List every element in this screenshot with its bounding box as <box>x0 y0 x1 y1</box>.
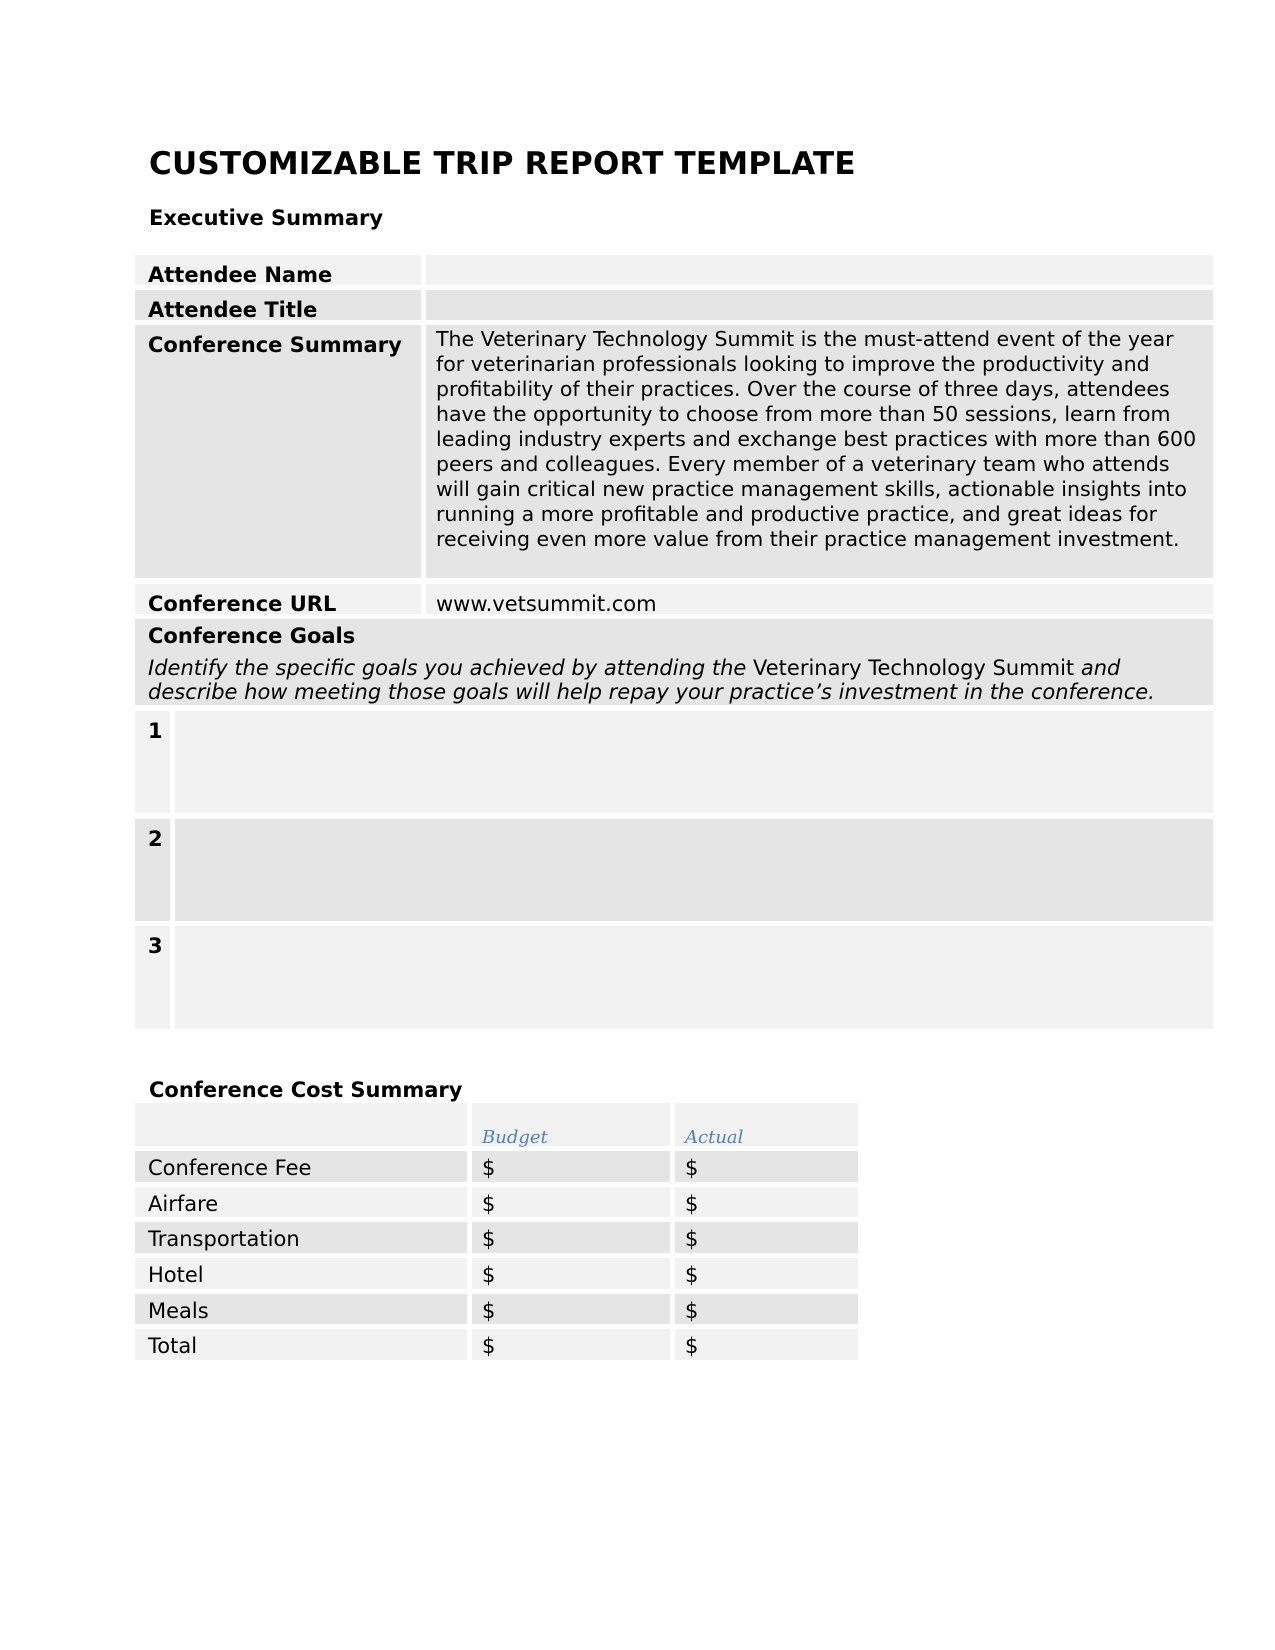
conference-summary-field[interactable]: The Veterinary Technology Summit is the must-attend event of the year for veterinarian professionals looking to improve the productivity and profitability of their practices. Over the course of three days, attendees have the opportunity to choose from more than 50 sessions, learn from leading industry experts and exchange best practices with more than 600 peers and colleagues. Every member of a veterinary team who attends will gain critical new practice management skills, actionable insights into running a more profitable and productive practice, and great ideas for receiving even more value from their practice management investment. <box>426 325 1213 578</box>
budget-hotel-field[interactable]: $ <box>472 1258 670 1289</box>
conference-url-label: Conference URL <box>135 584 421 614</box>
attendee-name-field[interactable] <box>426 255 1213 285</box>
cost-row-label: Meals <box>135 1294 467 1324</box>
cost-column-budget: Budget <box>472 1103 670 1146</box>
budget-total-field[interactable]: $ <box>472 1329 670 1360</box>
budget-transportation-field[interactable]: $ <box>472 1222 670 1253</box>
cost-row-label: Conference Fee <box>135 1151 467 1182</box>
conference-summary-label: Conference Summary <box>135 325 421 578</box>
attendee-name-label: Attendee Name <box>135 255 421 285</box>
attendee-title-label: Attendee Title <box>135 290 421 320</box>
cost-row-label: Transportation <box>135 1222 467 1253</box>
goal-number-3: 3 <box>135 926 170 1029</box>
page-title: CUSTOMIZABLE TRIP REPORT TEMPLATE <box>149 146 856 182</box>
actual-meals-field[interactable]: $ <box>675 1294 858 1324</box>
actual-total-field[interactable]: $ <box>675 1329 858 1360</box>
goal-field-1[interactable] <box>175 711 1213 813</box>
conference-goals-header <box>135 619 1213 705</box>
goal-number-2: 2 <box>135 819 170 921</box>
conference-url-field[interactable]: www.vetsummit.com <box>426 584 1213 614</box>
cost-header-blank <box>135 1103 467 1146</box>
cost-row-label: Total <box>135 1329 467 1360</box>
conference-goals-heading: Conference Goals <box>148 624 356 648</box>
cost-summary-heading: Conference Cost Summary <box>149 1078 463 1102</box>
budget-meals-field[interactable]: $ <box>472 1294 670 1324</box>
attendee-title-field[interactable] <box>426 290 1213 320</box>
executive-summary-heading: Executive Summary <box>149 206 384 230</box>
actual-conference-fee-field[interactable]: $ <box>675 1151 858 1182</box>
actual-transportation-field[interactable]: $ <box>675 1222 858 1253</box>
goal-field-2[interactable] <box>175 819 1213 921</box>
goals-instruction-conference: Veterinary Technology Summit <box>753 656 1075 680</box>
goal-number-1: 1 <box>135 711 170 813</box>
budget-airfare-field[interactable]: $ <box>472 1187 670 1217</box>
actual-airfare-field[interactable]: $ <box>675 1187 858 1217</box>
goal-field-3[interactable] <box>175 926 1213 1029</box>
goals-instruction-part2: and describe how meeting those goals will help repay your practice’s investment in the conference. <box>148 656 1155 704</box>
cost-row-label: Hotel <box>135 1258 467 1289</box>
cost-column-actual: Actual <box>675 1103 858 1146</box>
cost-row-label: Airfare <box>135 1187 467 1217</box>
budget-conference-fee-field[interactable]: $ <box>472 1151 670 1182</box>
goals-instruction-part1: Identify the specific goals you achieved by attending the <box>148 656 754 680</box>
actual-hotel-field[interactable]: $ <box>675 1258 858 1289</box>
conference-goals-instruction <box>135 656 1213 704</box>
